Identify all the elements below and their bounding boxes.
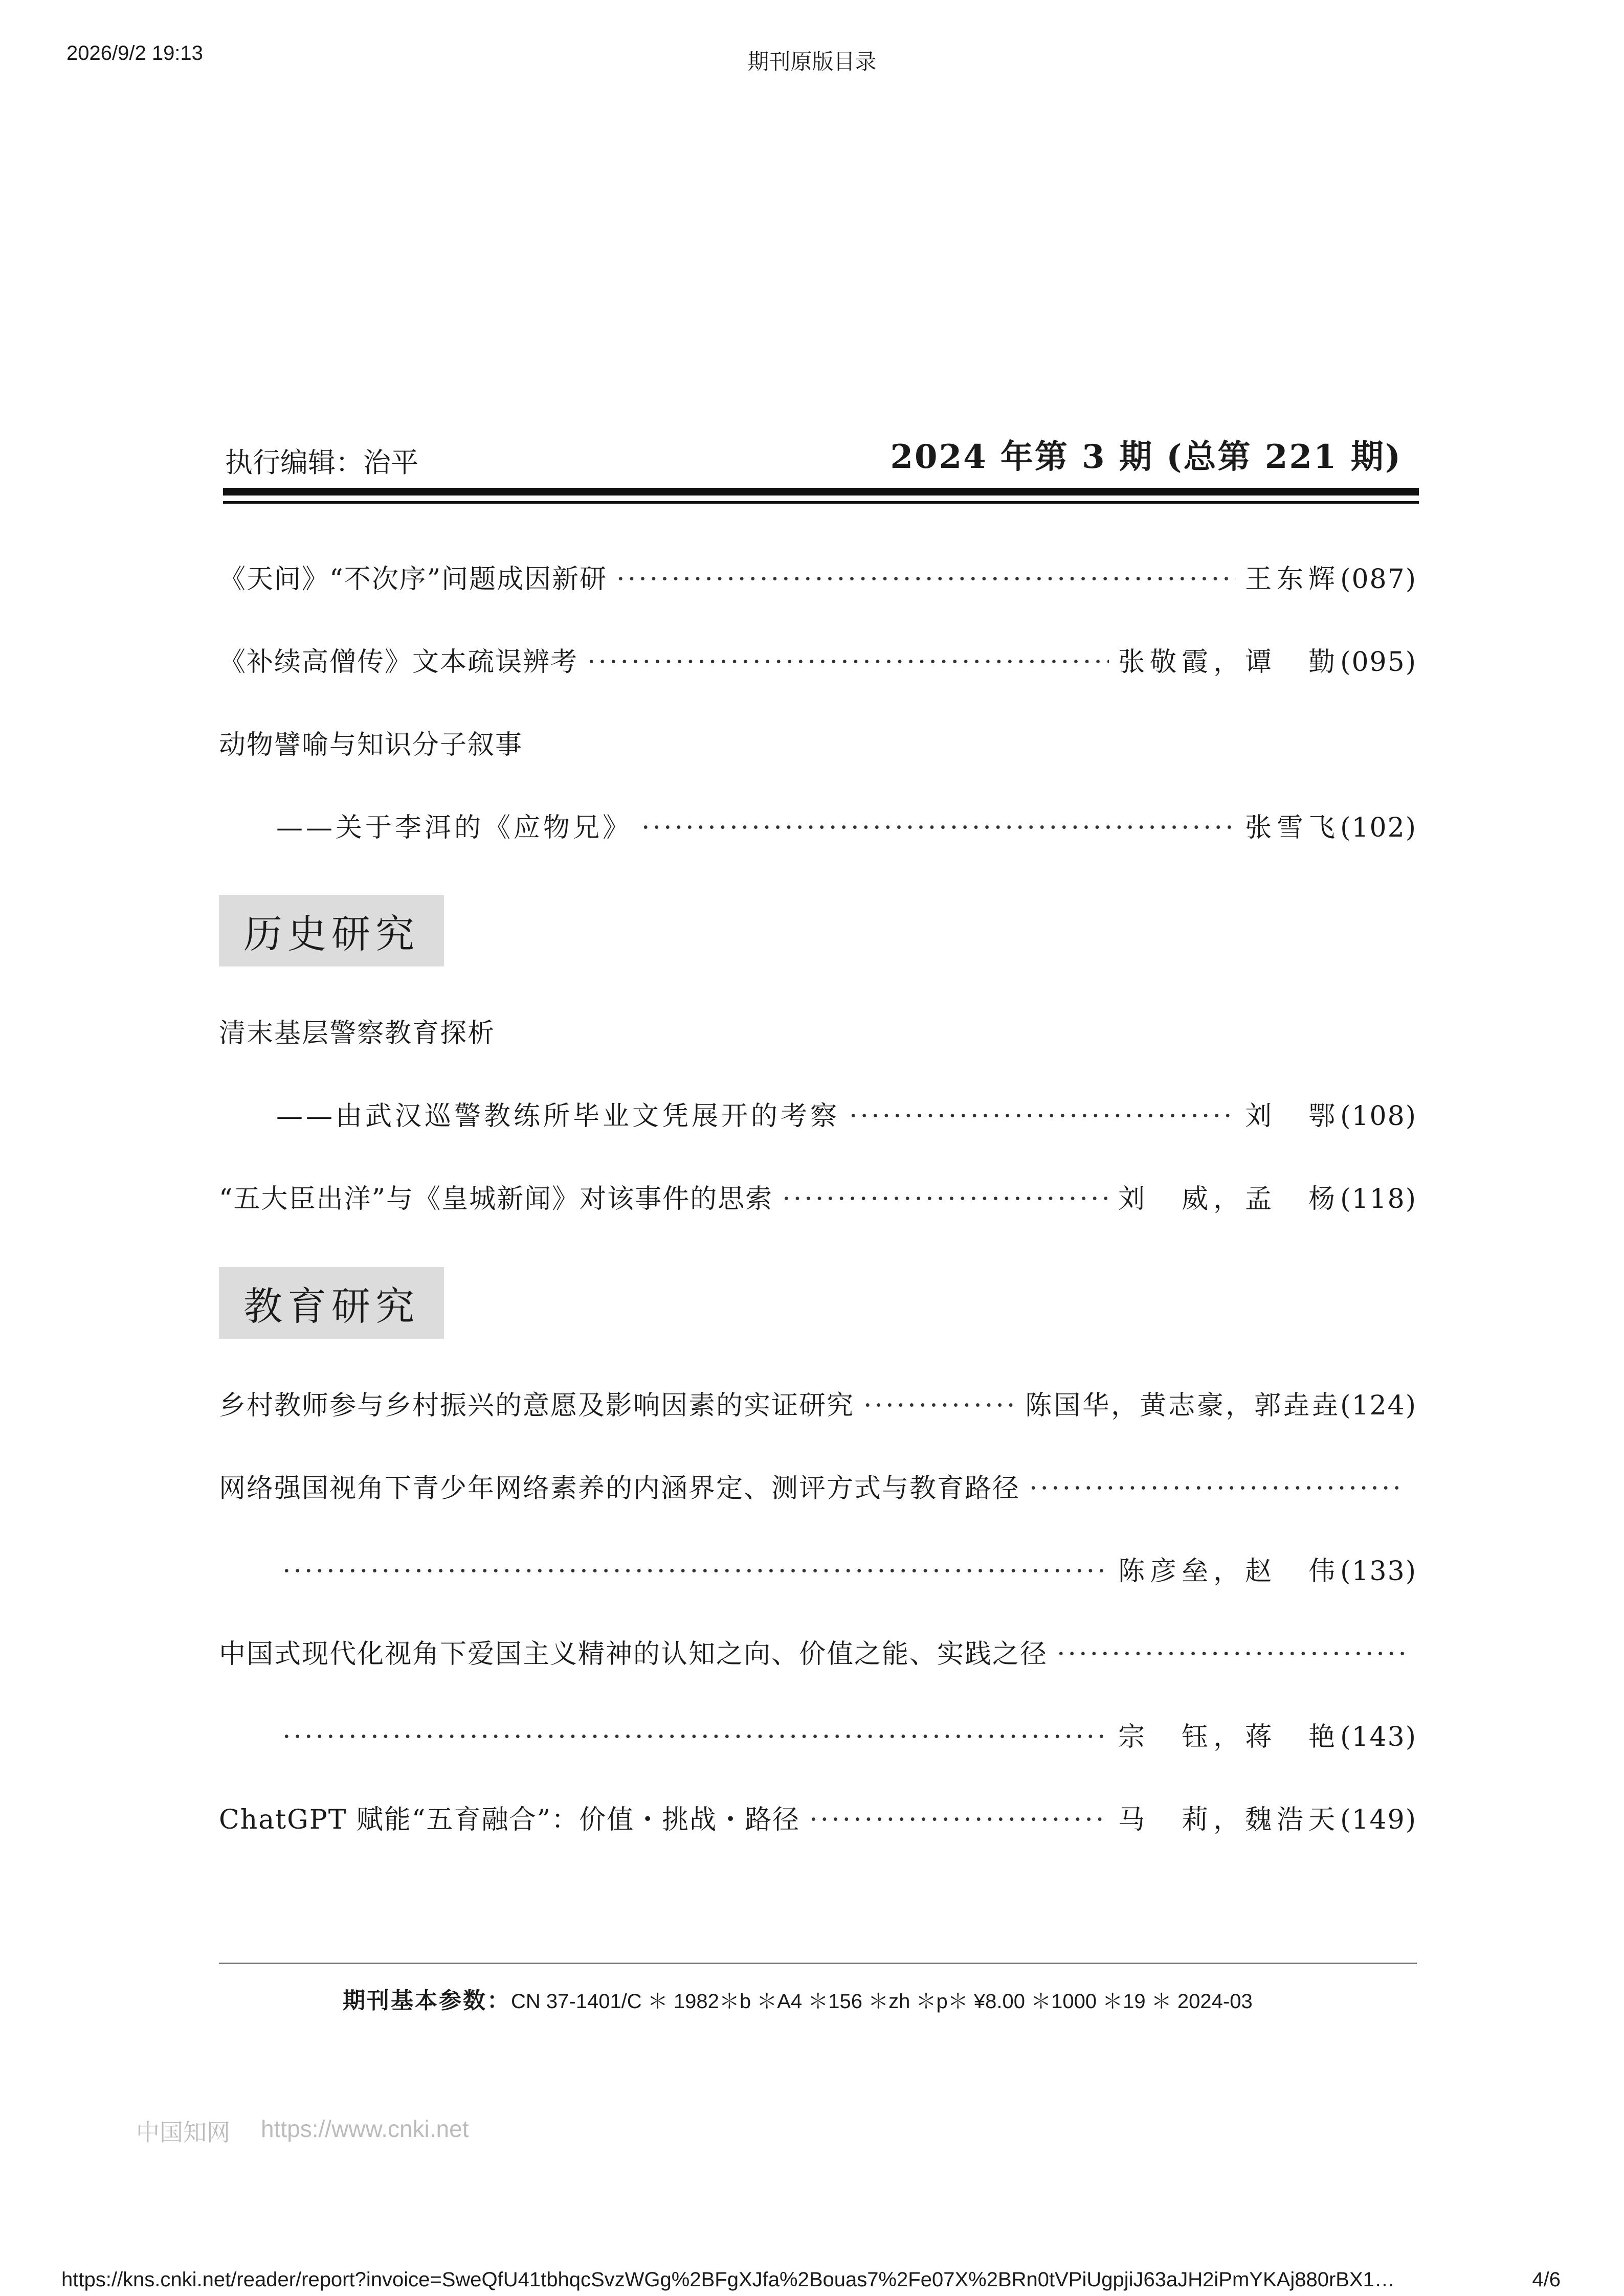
toc-leader-dots xyxy=(1029,1473,1406,1504)
toc-entry-authors: 马 莉，魏浩天 xyxy=(1118,1805,1341,1835)
toc-entry-authors: 刘 威，孟 杨 xyxy=(1118,1184,1341,1214)
toc-entry-rural-teachers[interactable] xyxy=(219,1384,1417,1420)
executive-editor: 执行编辑：治平 xyxy=(225,446,418,479)
toc-leader-dots xyxy=(587,647,1109,678)
toc-entry-authors: 王东辉 xyxy=(1245,564,1341,595)
toc-entry-page: (095) xyxy=(1340,647,1417,678)
toc-entry-tianwen[interactable] xyxy=(219,557,1417,593)
section-header-history xyxy=(219,895,444,966)
section-header-education xyxy=(219,1267,444,1339)
toc-leader-dots xyxy=(1057,1639,1406,1670)
toc-entry-authors: 张雪飞 xyxy=(1245,813,1341,843)
print-page-number: 4/6 xyxy=(1532,2268,1561,2291)
header-rule-thin xyxy=(223,501,1419,504)
cnki-watermark-logo: 中国知网 xyxy=(136,2119,230,2146)
toc-entry-title-network[interactable] xyxy=(219,1467,1406,1502)
toc-entry-page: (118) xyxy=(1340,1184,1417,1214)
toc-entry-authors: 张敬霞，谭 勤 xyxy=(1118,647,1341,678)
toc-entry-subtitle: ——由武汉巡警教练所毕业文凭展开的考察 xyxy=(276,1101,840,1132)
toc-entry-police[interactable] xyxy=(276,1094,1417,1130)
toc-leader-dots xyxy=(809,1805,1109,1835)
toc-entry-gaoseng[interactable] xyxy=(219,640,1417,676)
toc-entry-page: (108) xyxy=(1340,1101,1417,1132)
issue-number: 2024 年第 3 期 (总第 221 期) xyxy=(890,438,1402,476)
toc-leader-dots xyxy=(282,1722,1109,1752)
toc-entry-five-ministers[interactable] xyxy=(219,1177,1417,1213)
toc-entry-page: (087) xyxy=(1340,564,1417,595)
toc-entry-title: 中国式现代化视角下爱国主义精神的认知之向、价值之能、实践之径 xyxy=(219,1639,1048,1670)
toc-leader-dots xyxy=(782,1184,1109,1214)
toc-entry-page: (124) xyxy=(1340,1390,1417,1421)
toc-leader-dots xyxy=(863,1390,1016,1421)
toc-entry-title: 乡村教师参与乡村振兴的意愿及影响因素的实证研究 xyxy=(219,1390,855,1421)
toc-entry-authors: 陈国华，黄志豪，郭垚垚 xyxy=(1025,1390,1341,1421)
params-rule xyxy=(219,1963,1417,1964)
toc-entry-page: (143) xyxy=(1340,1722,1417,1752)
toc-entry-page: (133) xyxy=(1340,1556,1417,1587)
toc-entry-animal[interactable] xyxy=(276,806,1417,842)
toc-entry-network[interactable] xyxy=(282,1549,1417,1585)
toc-entry-title: ChatGPT 赋能“五育融合”：价值・挑战・路径 xyxy=(219,1805,800,1835)
toc-entry-title: 《补续高僧传》文本疏误辨考 xyxy=(219,647,579,678)
toc-entry-title: “五大臣出洋”与《皇城新闻》对该事件的思索 xyxy=(219,1184,773,1214)
section-title: 教育研究 xyxy=(243,1283,419,1329)
toc-entry-authors: 陈彦垒，赵 伟 xyxy=(1118,1556,1341,1587)
toc-entry-title-patriotism[interactable] xyxy=(219,1632,1406,1668)
toc-entry-chatgpt[interactable] xyxy=(219,1798,1417,1834)
print-title: 期刊原版目录 xyxy=(747,50,877,74)
cnki-watermark-url: https://www.cnki.net xyxy=(261,2115,469,2142)
toc-entry-title-police[interactable]: 清末基层警察教育探析 xyxy=(219,1018,496,1049)
print-footer-url: https://kns.cnki.net/reader/report?invoice=SweQfU41tbhqcSvzWGg%2BFgXJfa%2Bouas7%2Fe07X%2BRn0tVPiUgpjiJ63aJH2iPmYKAj880rBX1… xyxy=(61,2268,1395,2291)
toc-leader-dots xyxy=(282,1556,1109,1587)
journal-params xyxy=(343,1982,1253,2015)
toc-entry-authors: 宗 钰，蒋 艳 xyxy=(1118,1722,1341,1752)
toc-leader-dots xyxy=(641,813,1236,843)
toc-entry-title-animal[interactable]: 动物譬喻与知识分子叙事 xyxy=(219,730,523,760)
toc-leader-dots xyxy=(616,564,1236,595)
params-value: CN 37-1401/C ＊ 1982＊b ＊A4 ＊156 ＊zh ＊p＊ ¥8.00 ＊1000 ＊19 ＊ 2024-03 xyxy=(511,1990,1253,2013)
toc-leader-dots xyxy=(849,1101,1236,1132)
section-title: 历史研究 xyxy=(243,911,419,957)
toc-entry-title: 网络强国视角下青少年网络素养的内涵界定、测评方式与教育路径 xyxy=(219,1473,1020,1504)
toc-entry-subtitle: ——关于李洱的《应物兄》 xyxy=(276,813,633,843)
toc-entry-authors: 刘 鄂 xyxy=(1245,1101,1341,1132)
toc-entry-patriotism[interactable] xyxy=(282,1715,1417,1751)
toc-entry-title: 《天问》“不次序”问题成因新研 xyxy=(219,564,608,595)
toc-entry-page: (149) xyxy=(1340,1805,1417,1835)
print-date: 2026/9/2 19:13 xyxy=(66,42,203,64)
header-rule-thick xyxy=(223,488,1419,496)
params-label: 期刊基本参数： xyxy=(343,1988,511,2013)
toc-entry-page: (102) xyxy=(1340,813,1417,843)
